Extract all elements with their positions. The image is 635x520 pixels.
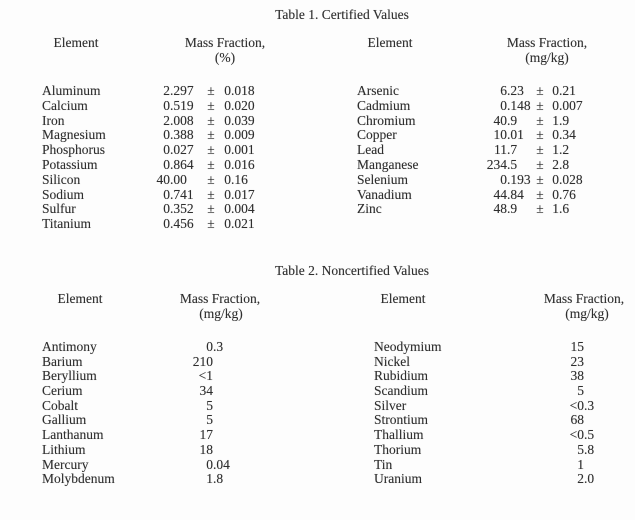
table-row: [0, 158, 635, 173]
table2-header-element-right: Element: [380, 291, 426, 306]
uncertainty-frac: .6: [559, 201, 570, 217]
table-row: [0, 443, 635, 458]
value-int: 210: [192, 353, 213, 369]
table1-header-element-left: Element: [53, 35, 99, 50]
value-frac: [213, 413, 240, 428]
uncertainty-int: 0: [224, 171, 231, 187]
table-row: [0, 399, 635, 414]
uncertainty-frac: .020: [231, 97, 255, 113]
table2-header-mass-fraction-right: Mass Fraction,: [543, 291, 625, 306]
element-name: Cobalt: [42, 397, 78, 413]
element-name: Zinc: [357, 201, 382, 217]
value-frac: .456: [170, 216, 194, 232]
value-frac: .7: [507, 142, 518, 158]
element-name: Aluminum: [42, 83, 101, 98]
value-frac: .5: [507, 156, 518, 172]
element-name: Vanadium: [357, 186, 412, 202]
value-int: 5: [577, 441, 584, 457]
value-frac: .352: [170, 201, 194, 217]
uncertainty-frac: .007: [559, 97, 583, 113]
table-row: [0, 472, 635, 487]
value-frac: .01: [507, 127, 524, 143]
plus-minus-sign: ±: [207, 83, 215, 98]
value-frac: [584, 384, 635, 399]
element-name: Neodymium: [374, 339, 442, 354]
value-int: 0: [163, 201, 170, 217]
element-name: Copper: [357, 127, 397, 143]
element-name: [357, 217, 477, 232]
value-int: 0: [163, 142, 170, 158]
uncertainty-int: 0: [224, 142, 231, 158]
value-frac: .864: [170, 156, 194, 172]
value-frac: .519: [170, 97, 194, 113]
uncertainty-frac: .016: [231, 156, 255, 172]
uncertainty-frac: .017: [231, 186, 255, 202]
value-int: [477, 217, 507, 232]
value-int: 2: [163, 83, 170, 98]
value-frac: [584, 458, 635, 473]
element-name: Thorium: [374, 441, 422, 457]
table1-header-mass-fraction-right: Mass Fraction,: [506, 35, 588, 50]
value-int: 18: [199, 441, 213, 457]
table-row: [0, 128, 635, 143]
value-int: 234: [486, 156, 507, 172]
value-frac: .193: [507, 171, 531, 187]
value-frac: [584, 340, 635, 355]
value-int: 0: [206, 456, 213, 472]
uncertainty-frac: .2: [559, 142, 570, 158]
value-frac: .008: [170, 112, 194, 128]
value-frac: .3: [213, 339, 224, 354]
value-int: 38: [570, 368, 584, 384]
uncertainty-int: 0: [224, 127, 231, 143]
uncertainty-int: 1: [552, 142, 559, 158]
value-int: 34: [199, 383, 213, 399]
value-frac: [213, 355, 240, 370]
table2-title: Table 2. Noncertified Values: [274, 263, 430, 278]
table-row: [0, 99, 635, 114]
value-int: 2: [577, 471, 584, 487]
value-frac: .297: [170, 83, 194, 98]
element-name: Beryllium: [42, 368, 97, 384]
plus-minus-sign: ±: [207, 201, 215, 217]
value-int: 0: [500, 171, 507, 187]
plus-minus-sign: ±: [207, 186, 215, 202]
value-frac: [584, 413, 635, 428]
value-frac: .8: [584, 441, 595, 457]
table-row: [0, 143, 635, 158]
table-row: [0, 384, 635, 399]
value-frac: .027: [170, 142, 194, 158]
uncertainty-int: 0: [224, 201, 231, 217]
table-row: [0, 202, 635, 217]
value-int: 1: [577, 456, 584, 472]
uncertainty-frac: .009: [231, 127, 255, 143]
table-row: [0, 340, 635, 355]
uncertainty-int: 0: [224, 83, 231, 98]
uncertainty-int: 1: [552, 112, 559, 128]
value-frac: .9: [507, 112, 518, 128]
plus-minus-sign: ±: [536, 156, 544, 172]
plus-minus-sign: ±: [536, 142, 544, 158]
table2-header-unit-left: (mg/kg): [199, 306, 243, 321]
value-frac: [584, 355, 635, 370]
uncertainty-frac: .8: [559, 156, 570, 172]
value-int: 5: [206, 397, 213, 413]
uncertainty-int: 0: [224, 216, 231, 232]
table1-header-unit-right: (mg/kg): [525, 50, 569, 65]
element-name: Uranium: [374, 471, 422, 487]
element-name: Rubidium: [374, 368, 429, 384]
value-int: 11: [494, 142, 507, 158]
uncertainty-int: 0: [552, 97, 559, 113]
element-name: Tin: [374, 456, 393, 472]
value-frac: [213, 399, 240, 414]
value-frac: .84: [507, 186, 524, 202]
element-name: Chromium: [357, 112, 416, 128]
element-name: Cerium: [42, 383, 83, 399]
uncertainty-int: 2: [552, 156, 559, 172]
element-name: Silver: [374, 397, 407, 413]
value-int: 0: [500, 97, 507, 113]
table-row: [0, 217, 635, 232]
plus-minus-sign: ±: [536, 186, 544, 202]
table-row: [0, 114, 635, 129]
uncertainty-frac: .001: [231, 142, 255, 158]
element-name: Lanthanum: [42, 427, 104, 443]
table1-header-mass-fraction-left: Mass Fraction,: [184, 35, 266, 50]
table-row: [0, 413, 635, 428]
table1-body: [0, 84, 635, 232]
element-name: Mercury: [42, 456, 89, 472]
plus-minus-sign: ±: [207, 127, 215, 143]
plus-minus-sign: ±: [207, 112, 215, 128]
table-row: [0, 369, 635, 384]
table-row: [0, 173, 635, 188]
element-name: Antimony: [42, 339, 97, 354]
element-name: Titanium: [42, 216, 92, 232]
uncertainty-frac: .21: [559, 83, 576, 98]
value-int: 0: [163, 127, 170, 143]
element-name: Lithium: [42, 441, 86, 457]
uncertainty-frac: .021: [231, 216, 255, 232]
table1-header-unit-left: (%): [214, 50, 236, 65]
value-frac: .00: [170, 171, 187, 187]
plus-minus-sign: ±: [207, 142, 215, 158]
element-name: Barium: [42, 353, 83, 369]
uncertainty-int: 0: [224, 156, 231, 172]
uncertainty-int: 0: [552, 83, 559, 98]
plus-minus-sign: ±: [536, 97, 544, 113]
element-name: Sodium: [42, 186, 85, 202]
value-frac: .5: [584, 427, 595, 443]
table-row: [0, 84, 635, 99]
element-name: Manganese: [357, 156, 419, 172]
plus-minus-sign: [532, 217, 548, 232]
value-int: 10: [493, 127, 507, 143]
value-int: 40: [493, 112, 507, 128]
uncertainty-frac: [559, 217, 635, 232]
value-frac: .741: [170, 186, 194, 202]
value-int: <1: [198, 368, 213, 384]
element-name: Iron: [42, 112, 65, 128]
element-name: Molybdenum: [42, 471, 115, 487]
uncertainty-frac: .018: [231, 83, 255, 98]
element-name: Scandium: [374, 383, 428, 399]
uncertainty-int: 0: [224, 186, 231, 202]
table2-body: [0, 340, 635, 487]
value-int: 5: [577, 383, 584, 399]
value-frac: .04: [213, 456, 230, 472]
uncertainty-frac: .028: [559, 171, 583, 187]
value-int: 0: [206, 339, 213, 354]
uncertainty-frac: .039: [231, 112, 255, 128]
value-frac: .8: [213, 471, 224, 487]
table1-title: Table 1. Certified Values: [275, 7, 409, 22]
uncertainty-frac: .76: [559, 186, 576, 202]
value-frac: [213, 443, 240, 458]
uncertainty-frac: .16: [231, 171, 248, 187]
table-row: [0, 355, 635, 370]
value-frac: .3: [584, 397, 595, 413]
value-int: 6: [500, 83, 507, 98]
element-name: Cadmium: [357, 97, 411, 113]
value-frac: .388: [170, 127, 194, 143]
plus-minus-sign: ±: [536, 83, 544, 98]
value-frac: [213, 369, 240, 384]
uncertainty-int: 0: [552, 171, 559, 187]
uncertainty-int: 0: [224, 97, 231, 113]
plus-minus-sign: ±: [536, 127, 544, 143]
uncertainty-int: 0: [552, 127, 559, 143]
table2-header-mass-fraction-left: Mass Fraction,: [179, 291, 261, 306]
value-frac: .148: [507, 97, 531, 113]
element-name: Potassium: [42, 156, 98, 172]
element-name: Lead: [357, 142, 384, 158]
value-int: 0: [163, 216, 170, 232]
value-int: 68: [570, 412, 584, 428]
element-name: Magnesium: [42, 127, 106, 143]
plus-minus-sign: ±: [536, 171, 544, 187]
table-row: [0, 428, 635, 443]
element-name: Strontium: [374, 412, 429, 428]
value-frac: [507, 217, 532, 232]
value-int: 2: [163, 112, 170, 128]
plus-minus-sign: ±: [207, 156, 215, 172]
value-int: 0: [163, 97, 170, 113]
element-name: Arsenic: [357, 83, 399, 98]
table2-header-element-left: Element: [57, 291, 103, 306]
plus-minus-sign: ±: [207, 97, 215, 113]
value-frac: [213, 384, 240, 399]
value-int: 48: [493, 201, 507, 217]
value-frac: [213, 428, 240, 443]
element-name: Nickel: [374, 353, 410, 369]
value-frac: [584, 369, 635, 384]
uncertainty-frac: .004: [231, 201, 255, 217]
uncertainty-frac: .34: [559, 127, 576, 143]
value-int: 1: [206, 471, 213, 487]
value-int: 23: [570, 353, 584, 369]
element-name: Sulfur: [42, 201, 76, 217]
element-name: Selenium: [357, 171, 408, 187]
value-frac: .9: [507, 201, 518, 217]
value-frac: .23: [507, 83, 524, 98]
plus-minus-sign: ±: [536, 112, 544, 128]
element-name: Silicon: [42, 171, 81, 187]
value-int: 15: [570, 339, 584, 354]
value-int: <0: [569, 397, 584, 413]
uncertainty-frac: .9: [559, 112, 570, 128]
value-int: 40: [156, 171, 170, 187]
uncertainty-int: 0: [552, 186, 559, 202]
uncertainty-int: [548, 217, 559, 232]
table-row: [0, 458, 635, 473]
value-int: 0: [163, 156, 170, 172]
table1-header-element-right: Element: [367, 35, 413, 50]
table-row: [0, 188, 635, 203]
value-int: 5: [206, 412, 213, 428]
table2-header-unit-right: (mg/kg): [565, 306, 609, 321]
value-frac: .0: [584, 471, 595, 487]
element-name: Thallium: [374, 427, 424, 443]
value-int: 17: [199, 427, 213, 443]
plus-minus-sign: ±: [207, 171, 215, 187]
plus-minus-sign: ±: [207, 216, 215, 232]
plus-minus-sign: ±: [536, 201, 544, 217]
value-int: <0: [569, 427, 584, 443]
element-name: Gallium: [42, 412, 87, 428]
value-int: 0: [163, 186, 170, 202]
element-name: Calcium: [42, 97, 88, 113]
value-int: 44: [493, 186, 507, 202]
uncertainty-int: 0: [224, 112, 231, 128]
element-name: Phosphorus: [42, 142, 106, 158]
uncertainty-int: 1: [552, 201, 559, 217]
